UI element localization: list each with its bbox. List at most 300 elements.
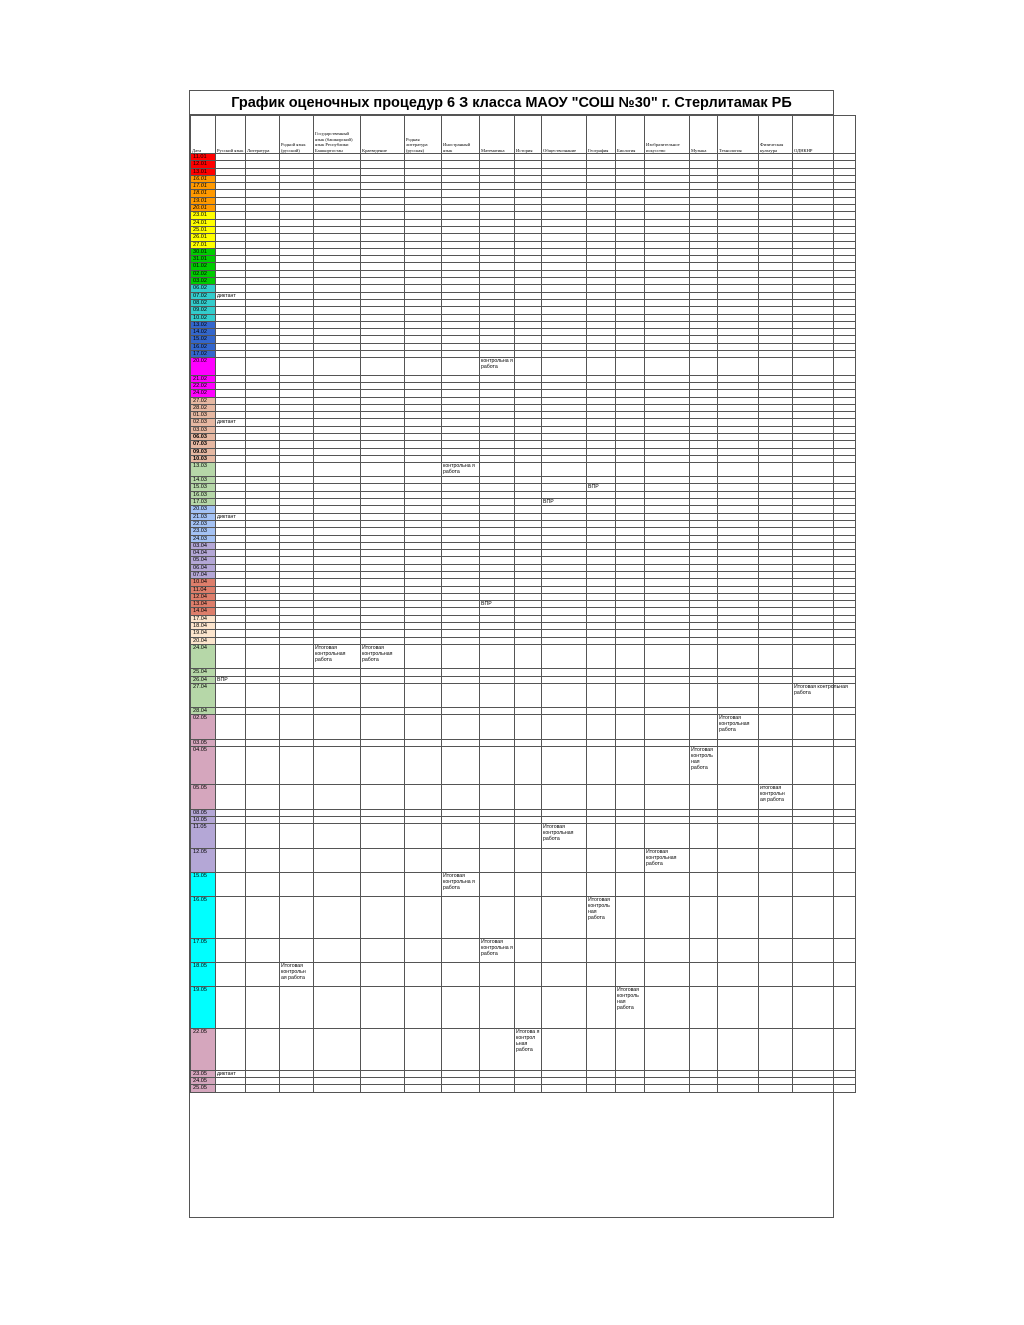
empty-cell — [718, 535, 759, 542]
empty-cell — [515, 708, 542, 715]
empty-cell — [280, 601, 314, 608]
empty-cell — [405, 897, 442, 939]
empty-cell — [361, 205, 405, 212]
empty-cell — [246, 175, 280, 182]
empty-cell — [246, 448, 280, 455]
empty-cell — [718, 263, 759, 270]
empty-cell — [759, 601, 793, 608]
empty-cell — [690, 256, 718, 263]
empty-cell — [216, 747, 246, 785]
empty-cell — [246, 630, 280, 637]
table-row — [191, 785, 856, 809]
empty-cell — [793, 586, 856, 593]
assessment-cell: итоговая контрольн ая работа — [759, 785, 793, 809]
empty-cell — [480, 579, 515, 586]
empty-cell — [314, 307, 361, 314]
table-header-row — [191, 116, 856, 154]
empty-cell — [793, 848, 856, 872]
empty-cell — [361, 477, 405, 484]
empty-cell — [616, 1078, 645, 1085]
empty-cell — [361, 404, 405, 411]
empty-cell — [645, 285, 690, 292]
empty-cell — [515, 397, 542, 404]
empty-cell — [480, 285, 515, 292]
empty-cell — [793, 426, 856, 433]
empty-cell — [314, 441, 361, 448]
empty-cell — [246, 168, 280, 175]
empty-cell — [587, 263, 616, 270]
empty-cell — [246, 499, 280, 506]
empty-cell — [246, 848, 280, 872]
empty-cell — [480, 161, 515, 168]
empty-cell — [718, 256, 759, 263]
date-cell: 04.04 — [191, 550, 216, 557]
empty-cell — [793, 739, 856, 746]
empty-cell — [542, 623, 587, 630]
empty-cell — [645, 190, 690, 197]
empty-cell — [216, 872, 246, 896]
empty-cell — [759, 351, 793, 358]
empty-cell — [616, 513, 645, 520]
empty-cell — [480, 809, 515, 816]
empty-cell — [314, 463, 361, 477]
empty-cell — [314, 183, 361, 190]
empty-cell — [314, 491, 361, 498]
table-row — [191, 513, 856, 520]
empty-cell — [587, 426, 616, 433]
table-row — [191, 412, 856, 419]
table-row — [191, 351, 856, 358]
empty-cell — [361, 419, 405, 426]
date-cell: 28.04 — [191, 708, 216, 715]
empty-cell — [246, 528, 280, 535]
empty-cell — [542, 382, 587, 389]
empty-cell — [405, 226, 442, 233]
empty-cell — [280, 1029, 314, 1071]
empty-cell — [216, 593, 246, 600]
table-row — [191, 987, 856, 1029]
empty-cell — [515, 190, 542, 197]
empty-cell — [793, 608, 856, 615]
empty-cell — [793, 343, 856, 350]
empty-cell — [405, 963, 442, 987]
empty-cell — [216, 175, 246, 182]
empty-cell — [216, 542, 246, 549]
empty-cell — [542, 307, 587, 314]
empty-cell — [442, 358, 480, 375]
assessment-cell: Итоговая контрольна я работа — [442, 872, 480, 896]
empty-cell — [314, 190, 361, 197]
empty-cell — [690, 161, 718, 168]
assessment-cell: Итоговая контроль ная работа — [616, 987, 645, 1029]
empty-cell — [314, 1029, 361, 1071]
empty-cell — [793, 579, 856, 586]
empty-cell — [361, 358, 405, 375]
empty-cell — [405, 375, 442, 382]
empty-cell — [616, 256, 645, 263]
date-cell: 24.04 — [191, 644, 216, 668]
empty-cell — [246, 669, 280, 676]
date-cell: 18.01 — [191, 190, 216, 197]
table-row — [191, 630, 856, 637]
assessment-cell: Итоговая контрольн ая работа — [280, 963, 314, 987]
table-row — [191, 190, 856, 197]
table-row — [191, 824, 856, 848]
empty-cell — [442, 336, 480, 343]
empty-cell — [361, 285, 405, 292]
empty-cell — [645, 535, 690, 542]
empty-cell — [216, 351, 246, 358]
empty-cell — [690, 542, 718, 549]
date-cell: 30.01 — [191, 248, 216, 255]
empty-cell — [216, 161, 246, 168]
assessment-cell: диктант — [216, 419, 246, 426]
empty-cell — [216, 499, 246, 506]
empty-cell — [718, 623, 759, 630]
table-row — [191, 477, 856, 484]
empty-cell — [480, 615, 515, 622]
empty-cell — [361, 390, 405, 397]
empty-cell — [405, 168, 442, 175]
empty-cell — [314, 785, 361, 809]
table-row — [191, 463, 856, 477]
empty-cell — [246, 197, 280, 204]
empty-cell — [280, 455, 314, 462]
table-row — [191, 154, 856, 161]
empty-cell — [616, 484, 645, 491]
empty-cell — [314, 615, 361, 622]
empty-cell — [718, 708, 759, 715]
empty-cell — [542, 572, 587, 579]
empty-cell — [759, 441, 793, 448]
date-cell: 03.02 — [191, 278, 216, 285]
empty-cell — [314, 382, 361, 389]
empty-cell — [542, 434, 587, 441]
empty-cell — [216, 358, 246, 375]
empty-cell — [759, 212, 793, 219]
empty-cell — [405, 419, 442, 426]
empty-cell — [718, 572, 759, 579]
empty-cell — [645, 572, 690, 579]
empty-cell — [542, 608, 587, 615]
empty-cell — [690, 535, 718, 542]
empty-cell — [645, 785, 690, 809]
date-cell: 11.05 — [191, 824, 216, 848]
empty-cell — [314, 683, 361, 707]
empty-cell — [515, 630, 542, 637]
empty-cell — [405, 550, 442, 557]
empty-cell — [718, 601, 759, 608]
empty-cell — [480, 1070, 515, 1077]
empty-cell — [246, 809, 280, 816]
empty-cell — [690, 520, 718, 527]
empty-cell — [246, 535, 280, 542]
empty-cell — [442, 448, 480, 455]
empty-cell — [718, 455, 759, 462]
empty-cell — [515, 848, 542, 872]
empty-cell — [759, 630, 793, 637]
empty-cell — [480, 397, 515, 404]
empty-cell — [542, 579, 587, 586]
empty-cell — [405, 270, 442, 277]
empty-cell — [587, 491, 616, 498]
empty-cell — [587, 321, 616, 328]
empty-cell — [690, 897, 718, 939]
empty-cell — [405, 848, 442, 872]
empty-cell — [361, 270, 405, 277]
empty-cell — [759, 285, 793, 292]
empty-cell — [515, 683, 542, 707]
empty-cell — [759, 513, 793, 520]
empty-cell — [280, 897, 314, 939]
empty-cell — [442, 375, 480, 382]
empty-cell — [645, 248, 690, 255]
empty-cell — [542, 809, 587, 816]
empty-cell — [616, 477, 645, 484]
empty-cell — [690, 477, 718, 484]
empty-cell — [587, 644, 616, 668]
empty-cell — [645, 601, 690, 608]
empty-cell — [759, 669, 793, 676]
empty-cell — [690, 426, 718, 433]
empty-cell — [405, 314, 442, 321]
empty-cell — [542, 963, 587, 987]
empty-cell — [793, 938, 856, 962]
empty-cell — [542, 336, 587, 343]
empty-cell — [246, 615, 280, 622]
empty-cell — [442, 824, 480, 848]
empty-cell — [442, 520, 480, 527]
empty-cell — [405, 630, 442, 637]
date-cell: 06.04 — [191, 564, 216, 571]
empty-cell — [280, 579, 314, 586]
empty-cell — [280, 205, 314, 212]
empty-cell — [645, 676, 690, 683]
empty-cell — [361, 601, 405, 608]
empty-cell — [280, 608, 314, 615]
empty-cell — [718, 343, 759, 350]
empty-cell — [690, 343, 718, 350]
empty-cell — [542, 683, 587, 707]
empty-cell — [280, 499, 314, 506]
empty-cell — [442, 637, 480, 644]
empty-cell — [280, 623, 314, 630]
empty-cell — [718, 314, 759, 321]
empty-cell — [690, 987, 718, 1029]
date-cell: 12.05 — [191, 848, 216, 872]
empty-cell — [515, 1078, 542, 1085]
empty-cell — [442, 669, 480, 676]
table-row — [191, 314, 856, 321]
empty-cell — [280, 226, 314, 233]
empty-cell — [246, 637, 280, 644]
empty-cell — [515, 419, 542, 426]
empty-cell — [314, 351, 361, 358]
empty-cell — [587, 1029, 616, 1071]
empty-cell — [405, 463, 442, 477]
empty-cell — [645, 938, 690, 962]
empty-cell — [361, 506, 405, 513]
empty-cell — [405, 809, 442, 816]
empty-cell — [542, 329, 587, 336]
assessment-cell: диктант — [216, 513, 246, 520]
empty-cell — [718, 219, 759, 226]
empty-cell — [718, 412, 759, 419]
table-row — [191, 307, 856, 314]
empty-cell — [616, 683, 645, 707]
empty-cell — [480, 299, 515, 306]
empty-cell — [759, 938, 793, 962]
empty-cell — [587, 336, 616, 343]
empty-cell — [587, 441, 616, 448]
empty-cell — [645, 205, 690, 212]
empty-cell — [587, 676, 616, 683]
date-cell: 20.03 — [191, 506, 216, 513]
table-row — [191, 336, 856, 343]
empty-cell — [759, 226, 793, 233]
empty-cell — [690, 1029, 718, 1071]
empty-cell — [759, 506, 793, 513]
empty-cell — [542, 669, 587, 676]
empty-cell — [314, 219, 361, 226]
empty-cell — [515, 336, 542, 343]
empty-cell — [793, 336, 856, 343]
empty-cell — [587, 608, 616, 615]
empty-cell — [480, 491, 515, 498]
empty-cell — [314, 321, 361, 328]
empty-cell — [314, 270, 361, 277]
empty-cell — [405, 987, 442, 1029]
empty-cell — [280, 477, 314, 484]
empty-cell — [718, 190, 759, 197]
empty-cell — [542, 234, 587, 241]
empty-cell — [515, 542, 542, 549]
empty-cell — [587, 190, 616, 197]
empty-cell — [793, 644, 856, 668]
empty-cell — [718, 963, 759, 987]
empty-cell — [718, 1029, 759, 1071]
empty-cell — [361, 212, 405, 219]
empty-cell — [718, 248, 759, 255]
empty-cell — [216, 448, 246, 455]
empty-cell — [616, 715, 645, 739]
empty-cell — [542, 270, 587, 277]
empty-cell — [314, 329, 361, 336]
empty-cell — [645, 263, 690, 270]
empty-cell — [759, 623, 793, 630]
empty-cell — [216, 270, 246, 277]
empty-cell — [793, 241, 856, 248]
empty-cell — [793, 615, 856, 622]
empty-cell — [442, 739, 480, 746]
empty-cell — [587, 824, 616, 848]
empty-cell — [759, 382, 793, 389]
assessment-cell: Итоговая контроль ная работа — [587, 897, 616, 939]
empty-cell — [314, 1070, 361, 1077]
date-cell: 13.02 — [191, 321, 216, 328]
empty-cell — [314, 299, 361, 306]
empty-cell — [361, 263, 405, 270]
empty-cell — [542, 219, 587, 226]
empty-cell — [616, 382, 645, 389]
empty-cell — [361, 586, 405, 593]
empty-cell — [645, 336, 690, 343]
empty-cell — [718, 630, 759, 637]
empty-cell — [442, 390, 480, 397]
empty-cell — [314, 824, 361, 848]
empty-cell — [718, 390, 759, 397]
empty-cell — [690, 270, 718, 277]
empty-cell — [480, 637, 515, 644]
table-row — [191, 212, 856, 219]
empty-cell — [793, 542, 856, 549]
empty-cell — [442, 154, 480, 161]
empty-cell — [480, 572, 515, 579]
empty-cell — [718, 448, 759, 455]
empty-cell — [645, 608, 690, 615]
table-row — [191, 637, 856, 644]
empty-cell — [246, 785, 280, 809]
empty-cell — [442, 270, 480, 277]
empty-cell — [280, 219, 314, 226]
empty-cell — [759, 412, 793, 419]
empty-cell — [515, 550, 542, 557]
empty-cell — [793, 197, 856, 204]
empty-cell — [280, 336, 314, 343]
empty-cell — [515, 520, 542, 527]
empty-cell — [718, 785, 759, 809]
empty-cell — [314, 285, 361, 292]
table-row — [191, 285, 856, 292]
empty-cell — [246, 154, 280, 161]
empty-cell — [718, 520, 759, 527]
empty-cell — [442, 441, 480, 448]
empty-cell — [690, 816, 718, 823]
empty-cell — [587, 351, 616, 358]
empty-cell — [246, 299, 280, 306]
empty-cell — [314, 375, 361, 382]
empty-cell — [361, 299, 405, 306]
empty-cell — [405, 564, 442, 571]
empty-cell — [280, 426, 314, 433]
empty-cell — [718, 336, 759, 343]
empty-cell — [216, 520, 246, 527]
column-header: Иностранный язык — [442, 116, 480, 154]
empty-cell — [587, 168, 616, 175]
empty-cell — [793, 593, 856, 600]
table-row — [191, 161, 856, 168]
empty-cell — [587, 434, 616, 441]
empty-cell — [361, 336, 405, 343]
empty-cell — [405, 358, 442, 375]
empty-cell — [690, 669, 718, 676]
empty-cell — [361, 219, 405, 226]
empty-cell — [405, 434, 442, 441]
empty-cell — [759, 824, 793, 848]
empty-cell — [246, 708, 280, 715]
empty-cell — [587, 1070, 616, 1077]
empty-cell — [246, 390, 280, 397]
empty-cell — [718, 938, 759, 962]
empty-cell — [718, 1078, 759, 1085]
empty-cell — [616, 441, 645, 448]
empty-cell — [542, 256, 587, 263]
empty-cell — [405, 426, 442, 433]
empty-cell — [793, 630, 856, 637]
empty-cell — [718, 197, 759, 204]
empty-cell — [587, 683, 616, 707]
column-header: Обществознание — [542, 116, 587, 154]
